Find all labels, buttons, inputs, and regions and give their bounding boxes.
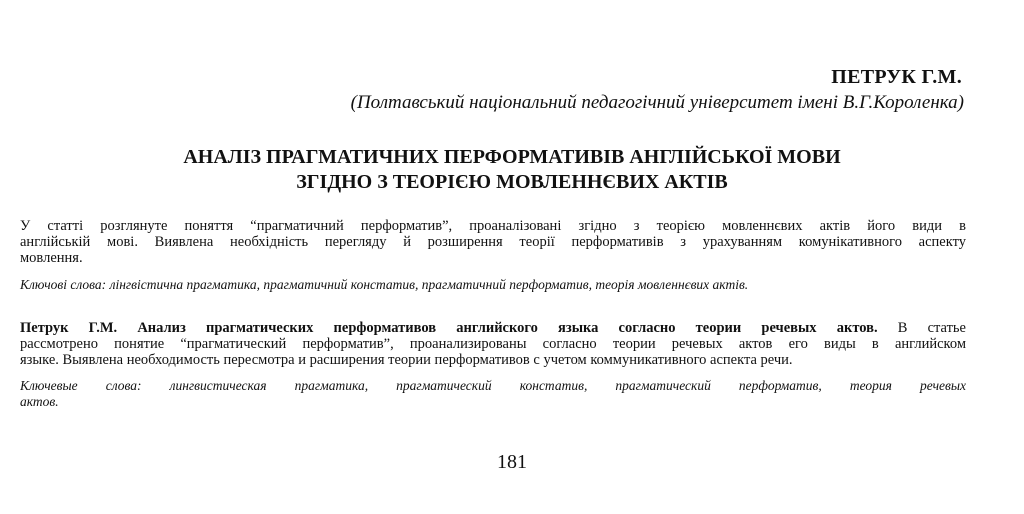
abstract-ru-author-title: Петрук Г.М. Анализ прагматических перформативов английского языка согласно теории речевых актов. [20,320,878,336]
abstract-uk-line-3: мовлення. [20,250,83,266]
keywords-ru-line-2: актов. [20,394,59,409]
abstract-ru-line-2: рассмотрено понятие “прагматический перформатив”, проанализированы согласно теории речевых актов его виды в английском [20,336,966,352]
abstract-ru-line-1 [20,320,966,336]
abstract-uk-line-2: англійській мові. Виявлена необхідність перегляду й розширення теорії перформативів з урахуванням комунікативного аспекту [20,234,966,250]
keywords-russian [20,378,966,410]
keywords-uk-line [20,277,966,293]
abstract-uk-line-1: У статті розглянуте поняття “прагматичний перформатив”, проаналізовані згідно з теорією мовленнєвих актів його види в [20,218,966,234]
keywords-ru-line-1: Ключевые слова: лингвистическая прагматика, прагматический констатив, прагматический перформатив, теория речевых [20,378,966,393]
keywords-uk-label: Ключові слова: [20,277,107,292]
abstract-russian [20,320,966,368]
article-title-line-1: АНАЛІЗ ПРАГМАТИЧНИХ ПЕРФОРМАТИВІВ АНГЛІЙСЬКОЇ МОВИ [183,146,841,168]
author-affiliation: (Полтавський національний педагогічний університет імені В.Г.Короленка) [350,92,964,113]
abstract-ukrainian [20,218,966,266]
abstract-ru-line-3: языке. Выявлена необходимость пересмотра и расширения теории перформативов с учетом коммуникативного аспекта речи. [20,352,793,368]
author-name: ПЕТРУК Г.М. [831,66,962,88]
keywords-ukrainian [20,277,966,293]
page-number: 181 [497,451,527,473]
abstract-ru-line-1-rest: В статье [877,320,966,336]
keywords-uk-text: лінгвістична прагматика, прагматичний констатив, прагматичний перформатив, теорія мовленнєвих актів. [106,277,749,292]
article-title-line-2: ЗГІДНО З ТЕОРІЄЮ МОВЛЕННЄВИХ АКТІВ [296,171,728,193]
